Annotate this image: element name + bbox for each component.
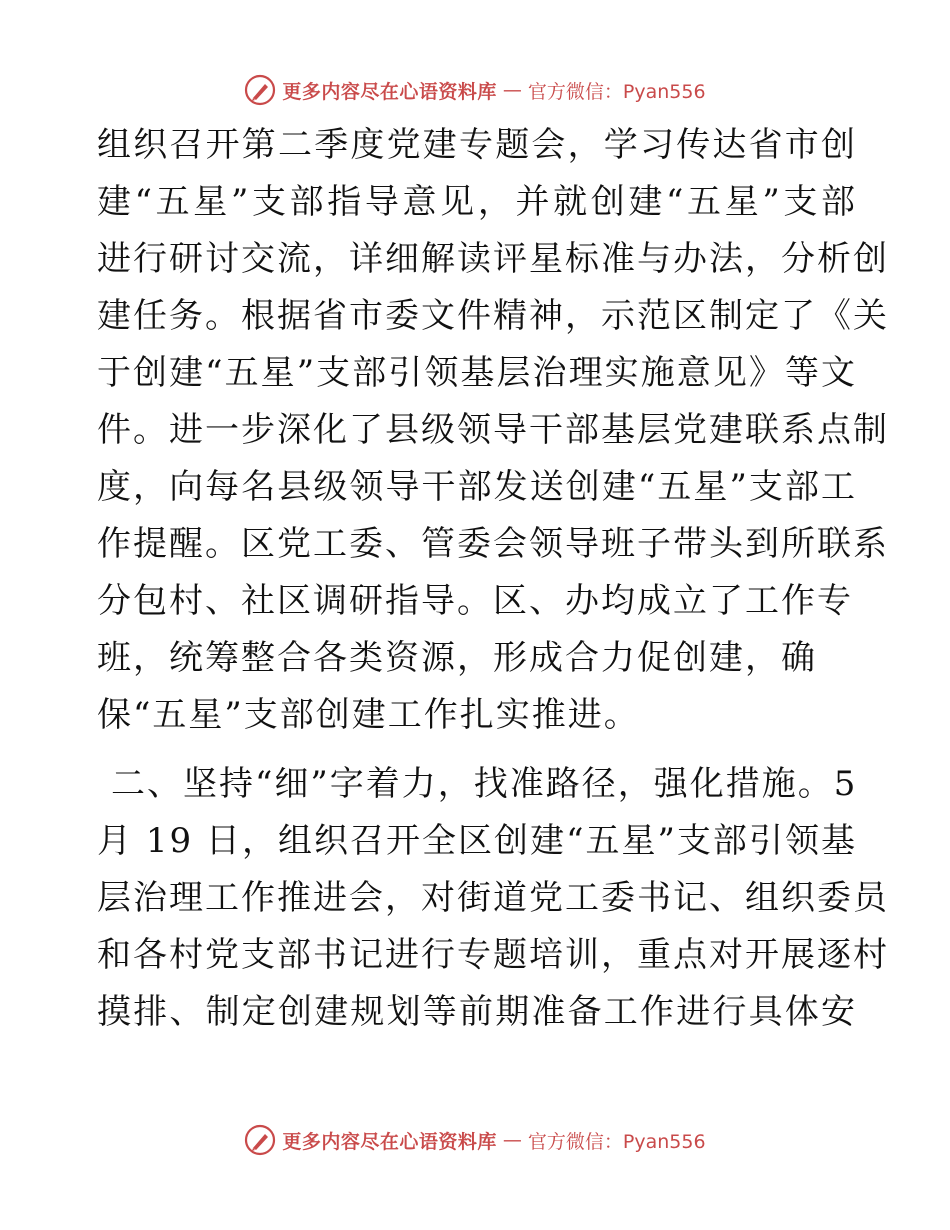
text-line: 班，统筹整合各类资源，形成合力促创建，确 (97, 638, 817, 678)
text-line: 层治理工作推进会，对街道党工委书记、组织委员 (97, 878, 889, 918)
paragraph-2 (97, 756, 889, 1041)
pen-nib-logo-icon (244, 74, 276, 106)
pen-nib-logo-icon (244, 1124, 276, 1156)
section-heading-line: 二、坚持“细”字着力，找准路径，强化措施。5 (111, 764, 858, 804)
text-line: 作提醒。区党工委、管委会领导班子带头到所联系 (97, 524, 889, 564)
text-line: 分包村、社区调研指导。区、办均成立了工作专 (97, 581, 853, 621)
text-line: 组织召开第二季度党建专题会，学习传达省市创 (97, 125, 857, 165)
watermark-main-text: 更多内容尽在心语资料库 (282, 80, 497, 103)
paragraph-1 (97, 117, 889, 744)
watermark-dash: — (502, 79, 522, 101)
text-line: 于创建“五星”支部引领基层治理实施意见》等文 (97, 353, 857, 393)
text-line: 进行研讨交流，详细解读评星标准与办法，分析创 (97, 239, 889, 279)
text-line: 件。进一步深化了县级领导干部基层党建联系点制 (97, 410, 889, 450)
text-line: 建任务。根据省市委文件精神，示范区制定了《关 (97, 296, 889, 336)
watermark-suffix-text: 官方微信：Pyan556 (527, 1130, 706, 1153)
document-body (97, 117, 889, 1041)
text-line: 度，向每名县级领导干部发送创建“五星”支部工 (97, 467, 857, 507)
footer-watermark (0, 1120, 950, 1160)
text-line: 建“五星”支部指导意见，并就创建“五星”支部 (97, 182, 857, 222)
text-line: 摸排、制定创建规划等前期准备工作进行具体安 (97, 992, 857, 1032)
header-watermark (0, 70, 950, 110)
text-line: 月 19 日，组织召开全区创建“五星”支部引领基 (97, 821, 857, 861)
watermark-dash: — (502, 1129, 522, 1151)
watermark-suffix-text: 官方微信：Pyan556 (527, 80, 706, 103)
text-line: 和各村党支部书记进行专题培训，重点对开展逐村 (97, 935, 889, 975)
text-line: 保“五星”支部创建工作扎实推进。 (97, 695, 640, 735)
watermark-main-text: 更多内容尽在心语资料库 (282, 1130, 497, 1153)
